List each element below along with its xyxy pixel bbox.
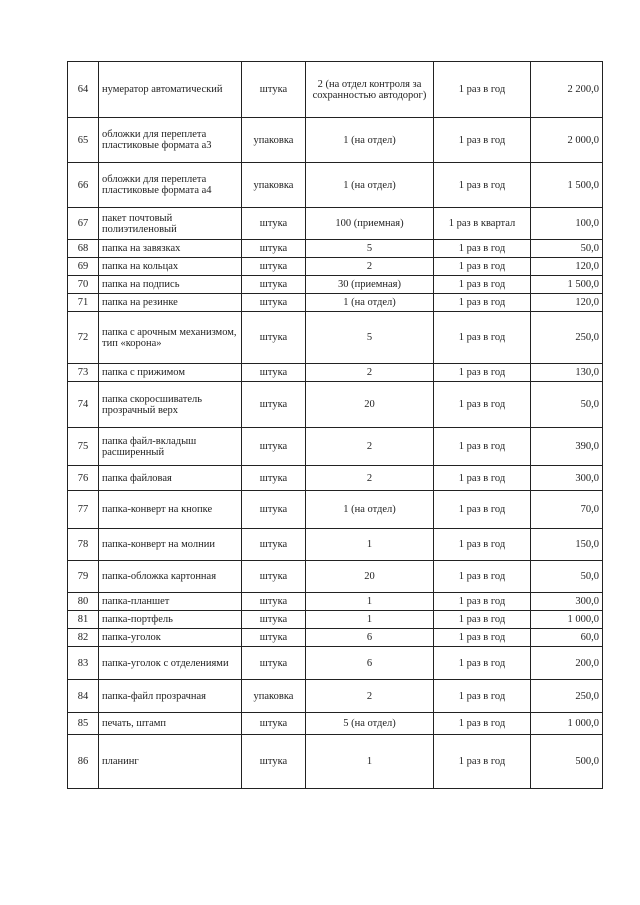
row-number-cell: 66 [68,163,99,208]
supplies-table-body [68,62,603,789]
unit-cell: штука [242,258,306,276]
row-number-cell: 64 [68,62,99,118]
table-row [68,611,603,629]
row-number-cell: 78 [68,529,99,561]
unit-cell: штука [242,276,306,294]
table-row [68,466,603,491]
unit-cell: штука [242,466,306,491]
table-row [68,593,603,611]
amount-cell: 300,0 [531,593,603,611]
quantity-cell: 20 [306,382,434,428]
quantity-cell: 1 [306,529,434,561]
item-name-cell: папка-уголок [99,629,242,647]
amount-cell: 1 000,0 [531,611,603,629]
amount-cell: 70,0 [531,491,603,529]
frequency-cell: 1 раз в год [434,62,531,118]
item-name-cell: пакет почтовый полиэтиленовый [99,208,242,240]
frequency-cell: 1 раз в год [434,713,531,735]
amount-cell: 500,0 [531,735,603,789]
frequency-cell: 1 раз в год [434,258,531,276]
quantity-cell: 30 (приемная) [306,276,434,294]
row-number-cell: 86 [68,735,99,789]
amount-cell: 300,0 [531,466,603,491]
unit-cell: штука [242,713,306,735]
table-row [68,735,603,789]
frequency-cell: 1 раз в год [434,735,531,789]
amount-cell: 2 200,0 [531,62,603,118]
quantity-cell: 2 [306,680,434,713]
item-name-cell: папка скоросшиватель прозрачный верх [99,382,242,428]
row-number-cell: 69 [68,258,99,276]
quantity-cell: 5 (на отдел) [306,713,434,735]
row-number-cell: 79 [68,561,99,593]
amount-cell: 60,0 [531,629,603,647]
unit-cell: штука [242,529,306,561]
row-number-cell: 71 [68,294,99,312]
unit-cell: штука [242,593,306,611]
table-row [68,276,603,294]
row-number-cell: 83 [68,647,99,680]
quantity-cell: 2 (на отдел контроля за сохранностью автодорог) [306,62,434,118]
row-number-cell: 65 [68,118,99,163]
quantity-cell: 6 [306,647,434,680]
item-name-cell: планинг [99,735,242,789]
unit-cell: штука [242,364,306,382]
unit-cell: штука [242,208,306,240]
frequency-cell: 1 раз в год [434,428,531,466]
supplies-table [67,61,603,789]
frequency-cell: 1 раз в год [434,163,531,208]
frequency-cell: 1 раз в квартал [434,208,531,240]
table-row [68,312,603,364]
unit-cell: штука [242,312,306,364]
amount-cell: 200,0 [531,647,603,680]
quantity-cell: 2 [306,466,434,491]
unit-cell: штука [242,629,306,647]
frequency-cell: 1 раз в год [434,561,531,593]
unit-cell: штука [242,561,306,593]
frequency-cell: 1 раз в год [434,491,531,529]
quantity-cell: 5 [306,240,434,258]
amount-cell: 120,0 [531,294,603,312]
amount-cell: 1 500,0 [531,276,603,294]
frequency-cell: 1 раз в год [434,529,531,561]
item-name-cell: обложки для переплета пластиковые формата а3 [99,118,242,163]
item-name-cell: папка-портфель [99,611,242,629]
row-number-cell: 81 [68,611,99,629]
quantity-cell: 6 [306,629,434,647]
frequency-cell: 1 раз в год [434,611,531,629]
frequency-cell: 1 раз в год [434,593,531,611]
table-row [68,713,603,735]
unit-cell: штука [242,62,306,118]
amount-cell: 250,0 [531,680,603,713]
row-number-cell: 75 [68,428,99,466]
row-number-cell: 70 [68,276,99,294]
amount-cell: 50,0 [531,382,603,428]
amount-cell: 50,0 [531,561,603,593]
frequency-cell: 1 раз в год [434,294,531,312]
row-number-cell: 80 [68,593,99,611]
table-row [68,118,603,163]
frequency-cell: 1 раз в год [434,118,531,163]
frequency-cell: 1 раз в год [434,240,531,258]
frequency-cell: 1 раз в год [434,680,531,713]
quantity-cell: 1 (на отдел) [306,163,434,208]
unit-cell: штука [242,647,306,680]
amount-cell: 100,0 [531,208,603,240]
unit-cell: упаковка [242,118,306,163]
table-row [68,240,603,258]
frequency-cell: 1 раз в год [434,466,531,491]
quantity-cell: 1 [306,735,434,789]
frequency-cell: 1 раз в год [434,312,531,364]
quantity-cell: 1 (на отдел) [306,118,434,163]
quantity-cell: 100 (приемная) [306,208,434,240]
quantity-cell: 1 [306,593,434,611]
item-name-cell: папка на кольцах [99,258,242,276]
item-name-cell: нумератор автоматический [99,62,242,118]
item-name-cell: папка на завязках [99,240,242,258]
table-row [68,529,603,561]
item-name-cell: папка-планшет [99,593,242,611]
item-name-cell: папка-файл прозрачная [99,680,242,713]
amount-cell: 120,0 [531,258,603,276]
item-name-cell: обложки для переплета пластиковые формата а4 [99,163,242,208]
table-row [68,647,603,680]
table-row [68,680,603,713]
table-row [68,382,603,428]
row-number-cell: 84 [68,680,99,713]
unit-cell: штука [242,611,306,629]
quantity-cell: 2 [306,258,434,276]
quantity-cell: 2 [306,428,434,466]
frequency-cell: 1 раз в год [434,382,531,428]
unit-cell: штука [242,294,306,312]
quantity-cell: 1 (на отдел) [306,491,434,529]
quantity-cell: 2 [306,364,434,382]
table-row [68,491,603,529]
amount-cell: 2 000,0 [531,118,603,163]
table-row [68,294,603,312]
item-name-cell: папка-конверт на кнопке [99,491,242,529]
item-name-cell: папка файловая [99,466,242,491]
item-name-cell: папка на подпись [99,276,242,294]
unit-cell: упаковка [242,680,306,713]
frequency-cell: 1 раз в год [434,629,531,647]
amount-cell: 1 000,0 [531,713,603,735]
table-row [68,364,603,382]
amount-cell: 130,0 [531,364,603,382]
row-number-cell: 73 [68,364,99,382]
frequency-cell: 1 раз в год [434,647,531,680]
table-row [68,208,603,240]
table-row [68,163,603,208]
row-number-cell: 82 [68,629,99,647]
item-name-cell: папка файл-вкладыш расширенный [99,428,242,466]
quantity-cell: 1 (на отдел) [306,294,434,312]
row-number-cell: 85 [68,713,99,735]
unit-cell: штука [242,240,306,258]
item-name-cell: папка-обложка картонная [99,561,242,593]
amount-cell: 1 500,0 [531,163,603,208]
unit-cell: штука [242,428,306,466]
item-name-cell: папка-уголок с отделениями [99,647,242,680]
quantity-cell: 5 [306,312,434,364]
item-name-cell: папка с прижимом [99,364,242,382]
amount-cell: 390,0 [531,428,603,466]
unit-cell: штука [242,491,306,529]
table-row [68,258,603,276]
table-row [68,629,603,647]
item-name-cell: папка с арочным механизмом, тип «корона» [99,312,242,364]
amount-cell: 150,0 [531,529,603,561]
amount-cell: 50,0 [531,240,603,258]
table-row [68,428,603,466]
row-number-cell: 77 [68,491,99,529]
frequency-cell: 1 раз в год [434,364,531,382]
item-name-cell: папка на резинке [99,294,242,312]
table-row [68,62,603,118]
quantity-cell: 20 [306,561,434,593]
row-number-cell: 67 [68,208,99,240]
row-number-cell: 76 [68,466,99,491]
item-name-cell: папка-конверт на молнии [99,529,242,561]
unit-cell: штука [242,735,306,789]
row-number-cell: 74 [68,382,99,428]
unit-cell: штука [242,382,306,428]
quantity-cell: 1 [306,611,434,629]
frequency-cell: 1 раз в год [434,276,531,294]
amount-cell: 250,0 [531,312,603,364]
unit-cell: упаковка [242,163,306,208]
item-name-cell: печать, штамп [99,713,242,735]
row-number-cell: 72 [68,312,99,364]
row-number-cell: 68 [68,240,99,258]
table-row [68,561,603,593]
